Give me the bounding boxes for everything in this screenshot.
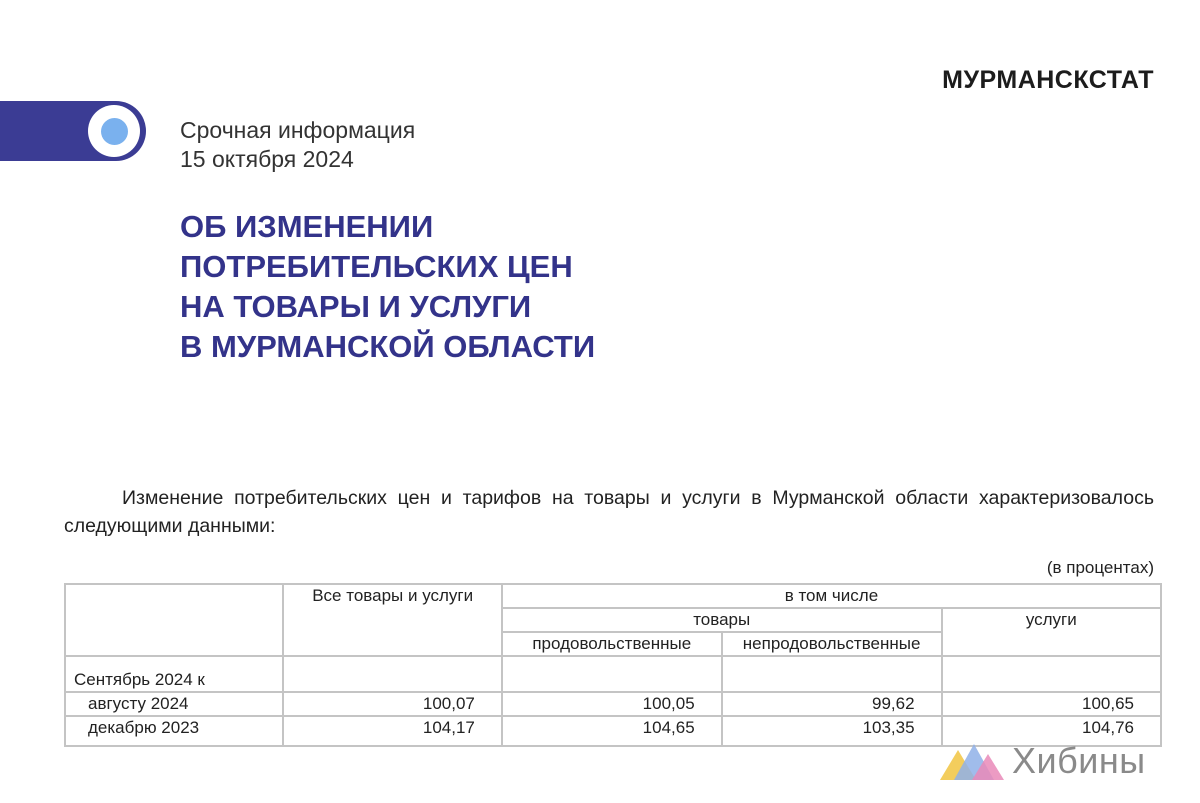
header-goods: товары: [502, 608, 942, 632]
title-line: ОБ ИЗМЕНЕНИИ: [180, 209, 434, 244]
release-kind: Срочная информация: [180, 117, 416, 143]
row-label: августу 2024: [65, 692, 283, 716]
value-services: 100,65: [942, 692, 1161, 716]
title-line: ПОТРЕБИТЕЛЬСКИХ ЦЕН: [180, 249, 573, 284]
title-line: НА ТОВАРЫ И УСЛУГИ: [180, 289, 532, 324]
header-row: [65, 584, 1161, 608]
value-nonfood: 99,62: [722, 692, 942, 716]
group-row: [65, 656, 1161, 692]
value-all: 104,17: [283, 716, 501, 746]
watermark-text: Хибины: [1012, 740, 1146, 781]
value-nonfood: 103,35: [722, 716, 942, 746]
header-empty-cell: [65, 584, 283, 656]
agency-name: МУРМАНСКСТАТ: [942, 66, 1154, 94]
release-date: 15 октября 2024: [180, 146, 354, 172]
unit-note: (в процентах): [1046, 558, 1154, 577]
empty-cell: [502, 656, 722, 692]
value-food: 100,05: [502, 692, 722, 716]
row-label: декабрю 2023: [65, 716, 283, 746]
header-food: продовольственные: [502, 632, 722, 656]
header-all: Все товары и услуги: [283, 584, 501, 656]
price-index-table: [64, 583, 1162, 747]
empty-cell: [283, 656, 501, 692]
intro-paragraph: Изменение потребительских цен и тарифов на товары и услуги в Мурманской области характеризовалось следующими данными:: [64, 487, 1154, 537]
mountains-icon: [940, 740, 1004, 782]
header-nonfood: непродовольственные: [722, 632, 942, 656]
title-line: В МУРМАНСКОЙ ОБЛАСТИ: [180, 329, 596, 364]
empty-cell: [722, 656, 942, 692]
watermark-logo: [940, 740, 1146, 782]
release-info: [180, 116, 415, 174]
table-row: [65, 692, 1161, 716]
value-services: 104,76: [942, 716, 1161, 746]
value-food: 104,65: [502, 716, 722, 746]
page-title: [180, 207, 595, 367]
brand-dot-icon: [101, 118, 128, 145]
header-services: услуги: [942, 608, 1161, 656]
header-including: в том числе: [502, 584, 1161, 608]
value-all: 100,07: [283, 692, 501, 716]
empty-cell: [942, 656, 1161, 692]
group-label: Сентябрь 2024 к: [65, 656, 283, 692]
